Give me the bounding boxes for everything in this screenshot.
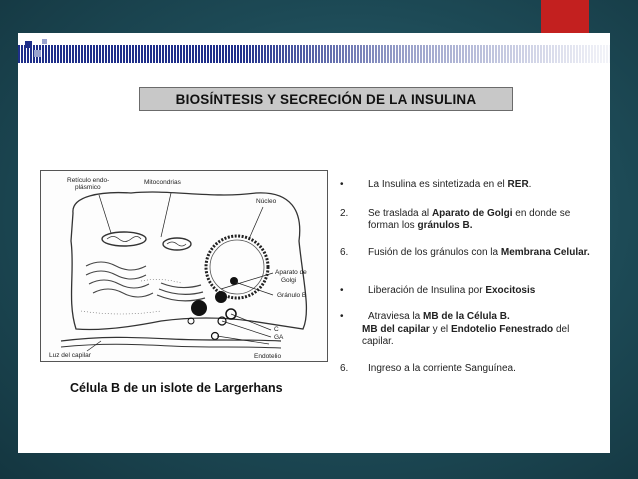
header-stripe-fade xyxy=(238,45,610,63)
label-nucleo: Núcleo xyxy=(256,198,277,205)
label-mitocondrias: Mitocondrias xyxy=(144,179,181,186)
step-marker: • xyxy=(340,311,344,322)
slide xyxy=(18,33,610,453)
diagram-caption: Célula B de un islote de Largerhans xyxy=(70,381,283,395)
step-marker: 2. xyxy=(340,208,349,219)
step-text xyxy=(368,247,600,259)
label-endotelio: Endotelio xyxy=(254,353,282,360)
step-text xyxy=(368,179,600,191)
red-accent-tab xyxy=(541,0,589,33)
step-text-bold: Endotelio Fenestrado xyxy=(450,324,554,335)
corner-square-light xyxy=(34,50,41,57)
label-ga: GA xyxy=(274,334,284,341)
step-text-part: Atraviesa la xyxy=(368,311,424,322)
corner-square-small xyxy=(42,39,47,44)
step-marker: • xyxy=(340,179,344,190)
step-text-bold: Exocitosis xyxy=(485,285,536,296)
step-text-part: . xyxy=(528,179,532,190)
cell-diagram xyxy=(40,170,328,362)
step-text xyxy=(368,311,600,323)
step-text-part: en donde se forman los xyxy=(368,208,571,231)
step-marker: • xyxy=(340,285,344,296)
step-text-part: Se traslada al xyxy=(368,208,432,219)
step-text xyxy=(362,324,600,348)
step-text-part: Fusión de los gránulos con la xyxy=(368,247,501,258)
step-text-part: Ingreso a la corriente Sanguínea. xyxy=(368,363,516,374)
label-reticulo: Retículo endo- xyxy=(67,177,110,184)
corner-square-dark xyxy=(25,41,32,48)
label-plasmico: plásmico xyxy=(75,184,101,191)
step-text-part: Liberación de Insulina por xyxy=(368,285,486,296)
step-text xyxy=(368,285,600,297)
step-text xyxy=(368,208,600,232)
label-granulo: Gránulo B xyxy=(277,292,307,299)
step-text-bold: Aparato de Golgi xyxy=(431,208,513,219)
label-c: C xyxy=(274,326,279,333)
step-text-part: La Insulina es sintetizada en el xyxy=(368,179,508,190)
step-text-bold: Membrana Celular. xyxy=(500,247,590,258)
step-marker: 6. xyxy=(340,247,349,258)
label-aparato: Aparato de xyxy=(275,269,307,276)
label-golgi: Golgi xyxy=(281,277,297,284)
step-text-part: y el xyxy=(429,324,451,335)
label-luz: Luz del capilar xyxy=(49,352,91,359)
cell-drawing xyxy=(41,171,329,363)
step-text xyxy=(368,363,600,375)
step-text-bold: MB del capilar xyxy=(362,324,430,335)
step-text-part: del capilar. xyxy=(362,324,570,347)
step-text-bold: gránulos B. xyxy=(417,220,473,231)
step-text-bold: RER xyxy=(507,179,529,190)
step-text-bold: MB de la Célula B. xyxy=(423,311,510,322)
slide-title: BIOSÍNTESIS Y SECRECIÓN DE LA INSULINA xyxy=(139,87,513,111)
step-marker: 6. xyxy=(340,363,349,374)
